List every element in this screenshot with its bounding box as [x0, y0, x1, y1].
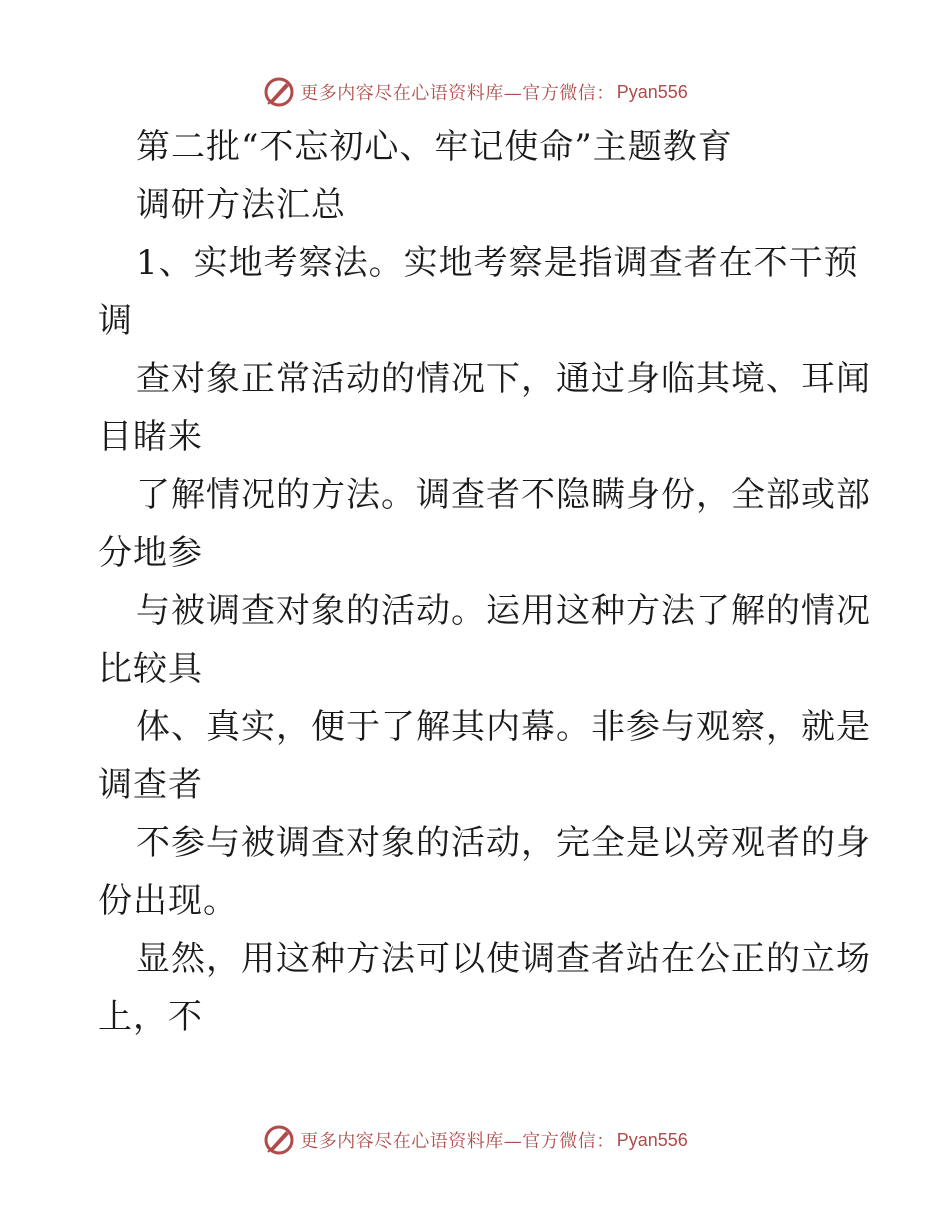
footer-watermark	[0, 1120, 950, 1160]
paragraph-line: 了解情况的方法。调查者不隐瞒身份，全部或部	[136, 475, 871, 515]
paragraph-line: 不参与被调查对象的活动，完全是以旁观者的身	[136, 823, 871, 863]
watermark-text: 更多内容尽在心语资料库—官方微信：	[300, 83, 615, 104]
paragraph-line: 1、实地考察法。实地考察是指调查者在不干预	[136, 243, 859, 283]
watermark-handle: Pyan556	[616, 81, 688, 102]
paragraph-line: 调查者	[98, 765, 203, 805]
doc-title-line-2: 调研方法汇总	[136, 185, 346, 225]
paragraph-line: 比较具	[98, 649, 203, 689]
paragraph-line: 调	[98, 301, 133, 341]
watermark-text: 更多内容尽在心语资料库—官方微信：	[300, 1131, 615, 1152]
watermark-handle: Pyan556	[616, 1129, 688, 1150]
feather-pen-logo-icon	[262, 1123, 296, 1157]
paragraph-line: 查对象正常活动的情况下，通过身临其境、耳闻	[136, 359, 871, 399]
paragraph-line: 与被调查对象的活动。运用这种方法了解的情况	[136, 591, 871, 631]
paragraph-line: 分地参	[98, 533, 203, 573]
paragraph-line: 目睹来	[98, 417, 203, 457]
paragraph-line: 份出现。	[98, 881, 238, 921]
feather-pen-logo-icon	[262, 75, 296, 109]
document-body	[98, 118, 871, 1046]
paragraph-line: 体、真实，便于了解其内幕。非参与观察，就是	[136, 707, 871, 747]
paragraph-line: 显然，用这种方法可以使调查者站在公正的立场	[136, 939, 871, 979]
doc-title-line-1: 第二批“不忘初心、牢记使命”主题教育	[136, 127, 733, 167]
header-watermark	[0, 72, 950, 112]
paragraph-line: 上，不	[98, 997, 203, 1037]
